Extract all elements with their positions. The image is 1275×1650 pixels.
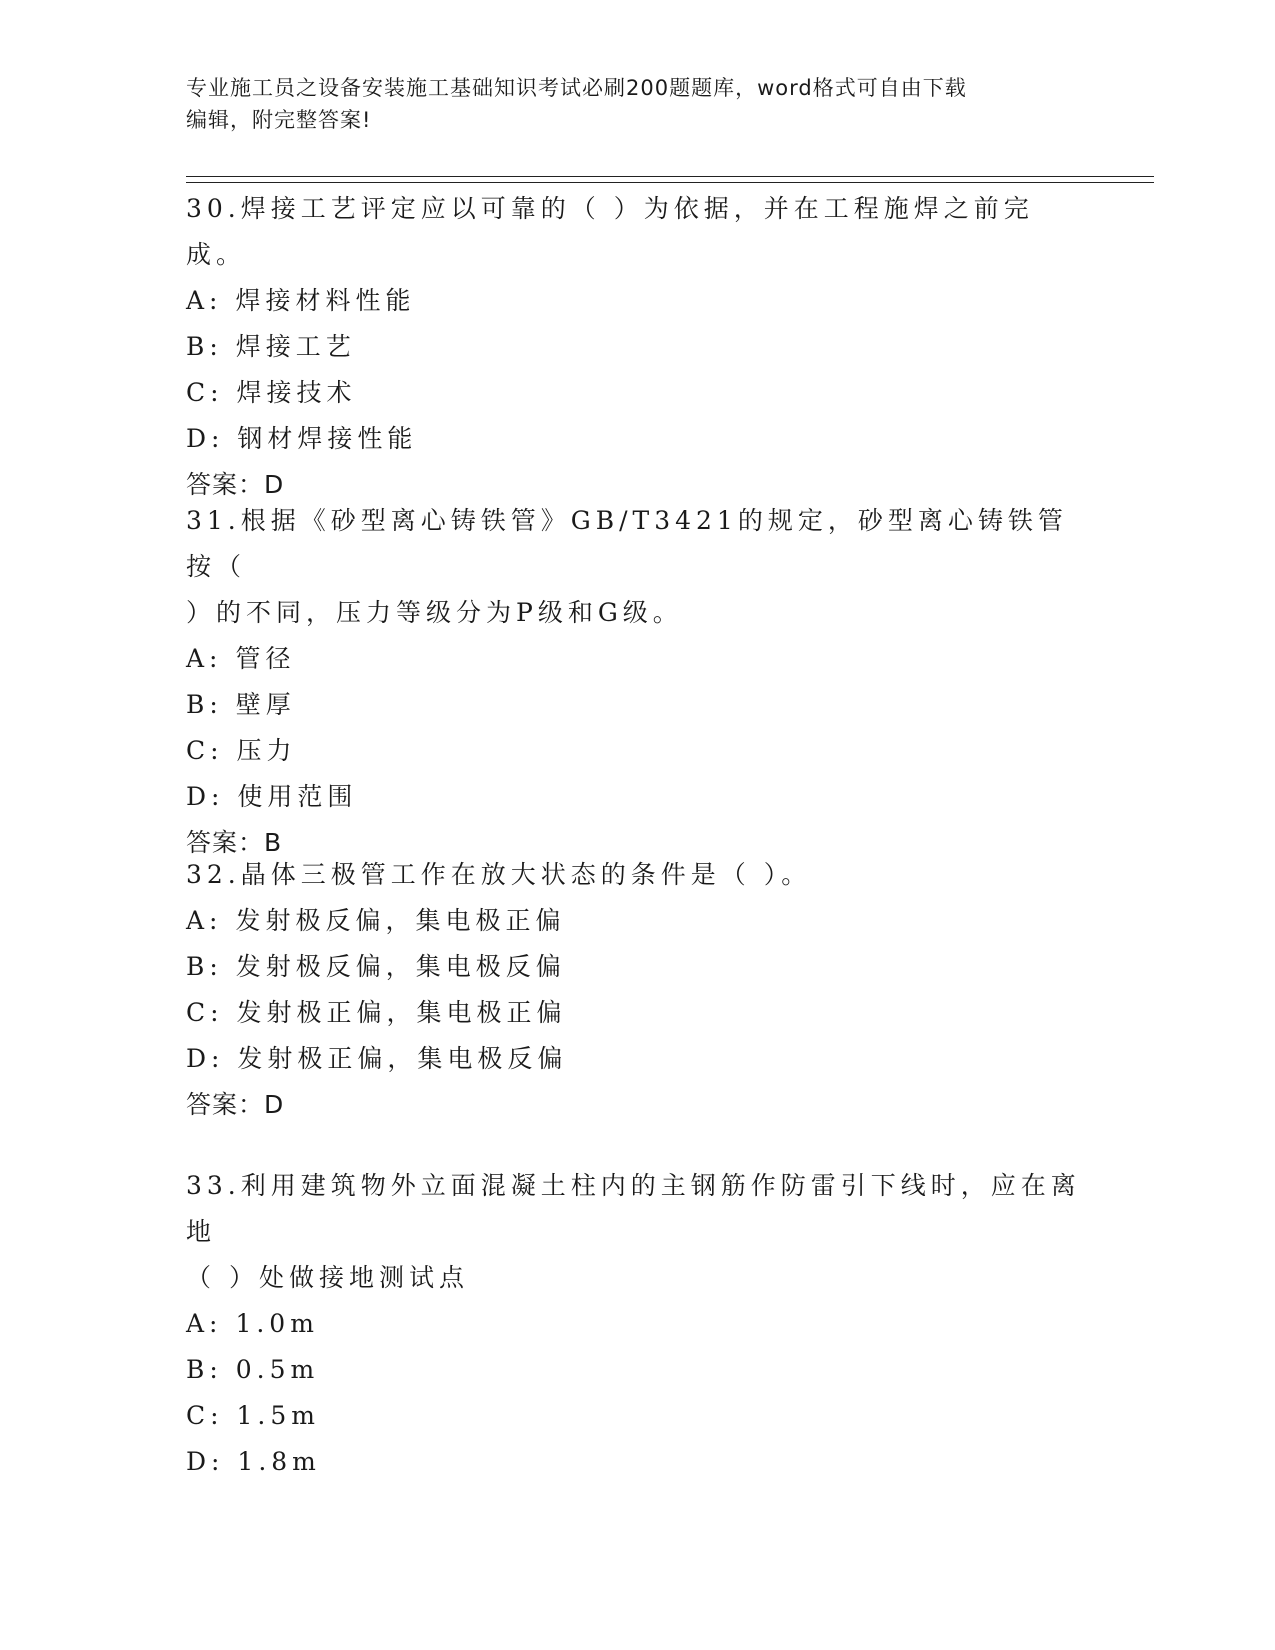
option-a	[186, 898, 1086, 944]
answer-text: 答案：D	[186, 470, 285, 499]
header-divider-top	[186, 176, 1154, 177]
option-c	[186, 370, 1086, 416]
option-c	[186, 990, 1086, 1036]
question-text: 32.晶体三极管工作在放大状态的条件是（ ）。	[186, 860, 812, 889]
option-text: 1.5m	[236, 1401, 320, 1430]
option-text: 钢材焊接性能	[237, 424, 418, 453]
question-text: 33.利用建筑物外立面混凝土柱内的主钢筋作防雷引下线时，应在离地	[186, 1171, 1081, 1246]
option-label: D:	[186, 424, 225, 453]
option-label: C:	[186, 998, 224, 1027]
option-label: C:	[186, 1401, 224, 1430]
option-label: B:	[186, 952, 223, 981]
option-text: 管径	[235, 644, 296, 673]
option-label: A:	[186, 1309, 223, 1338]
question-text: 31.根据《砂型离心铸铁管》GB/T3421的规定，砂型离心铸铁管按（	[186, 506, 1068, 581]
option-d	[186, 1036, 1086, 1082]
option-text: 1.8m	[237, 1447, 321, 1476]
option-b	[186, 682, 1086, 728]
option-text: 压力	[236, 736, 297, 765]
question-text: 30.焊接工艺评定应以可靠的（ ）为依据，并在工程施焊之前完成。	[186, 194, 1034, 269]
answer-text: 答案：B	[186, 828, 283, 857]
option-text: 焊接技术	[236, 378, 357, 407]
header-line-2: 编辑，附完整答案!	[186, 108, 372, 132]
option-label: D:	[186, 782, 225, 811]
question-31	[186, 498, 1086, 866]
header-divider-bottom	[186, 182, 1154, 183]
option-d	[186, 774, 1086, 820]
option-d	[186, 1439, 1086, 1485]
header-line-1: 专业施工员之设备安装施工基础知识考试必刷200题题库，word格式可自由下载	[186, 76, 967, 100]
option-text: 焊接材料性能	[235, 286, 416, 315]
option-text: 壁厚	[235, 690, 296, 719]
option-text: 焊接工艺	[235, 332, 356, 361]
option-label: A:	[186, 286, 223, 315]
question-text-continued: （ ）处做接地测试点	[186, 1263, 469, 1292]
option-label: B:	[186, 690, 223, 719]
document-header	[186, 72, 1066, 136]
option-label: B:	[186, 1355, 223, 1384]
option-label: D:	[186, 1044, 225, 1073]
option-d	[186, 416, 1086, 462]
option-b	[186, 324, 1086, 370]
option-c	[186, 728, 1086, 774]
option-text: 发射极反偏，集电极反偏	[235, 952, 566, 981]
question-30	[186, 186, 1086, 508]
option-label: A:	[186, 906, 223, 935]
option-label: D:	[186, 1447, 225, 1476]
option-text: 发射极反偏，集电极正偏	[235, 906, 566, 935]
option-a	[186, 278, 1086, 324]
option-b	[186, 1347, 1086, 1393]
option-label: C:	[186, 736, 224, 765]
question-33	[186, 1163, 1086, 1485]
question-text-continued: ）的不同，压力等级分为P级和G级。	[186, 598, 683, 627]
option-label: C:	[186, 378, 224, 407]
option-b	[186, 944, 1086, 990]
option-text: 0.5m	[235, 1355, 320, 1384]
answer-text: 答案：D	[186, 1090, 285, 1119]
option-label: A:	[186, 644, 223, 673]
option-label: B:	[186, 332, 223, 361]
option-text: 使用范围	[237, 782, 358, 811]
option-a	[186, 1301, 1086, 1347]
option-text: 发射极正偏，集电极反偏	[237, 1044, 568, 1073]
option-text: 1.0m	[235, 1309, 319, 1338]
option-text: 发射极正偏，集电极正偏	[236, 998, 567, 1027]
option-a	[186, 636, 1086, 682]
option-c	[186, 1393, 1086, 1439]
question-32	[186, 852, 1086, 1128]
